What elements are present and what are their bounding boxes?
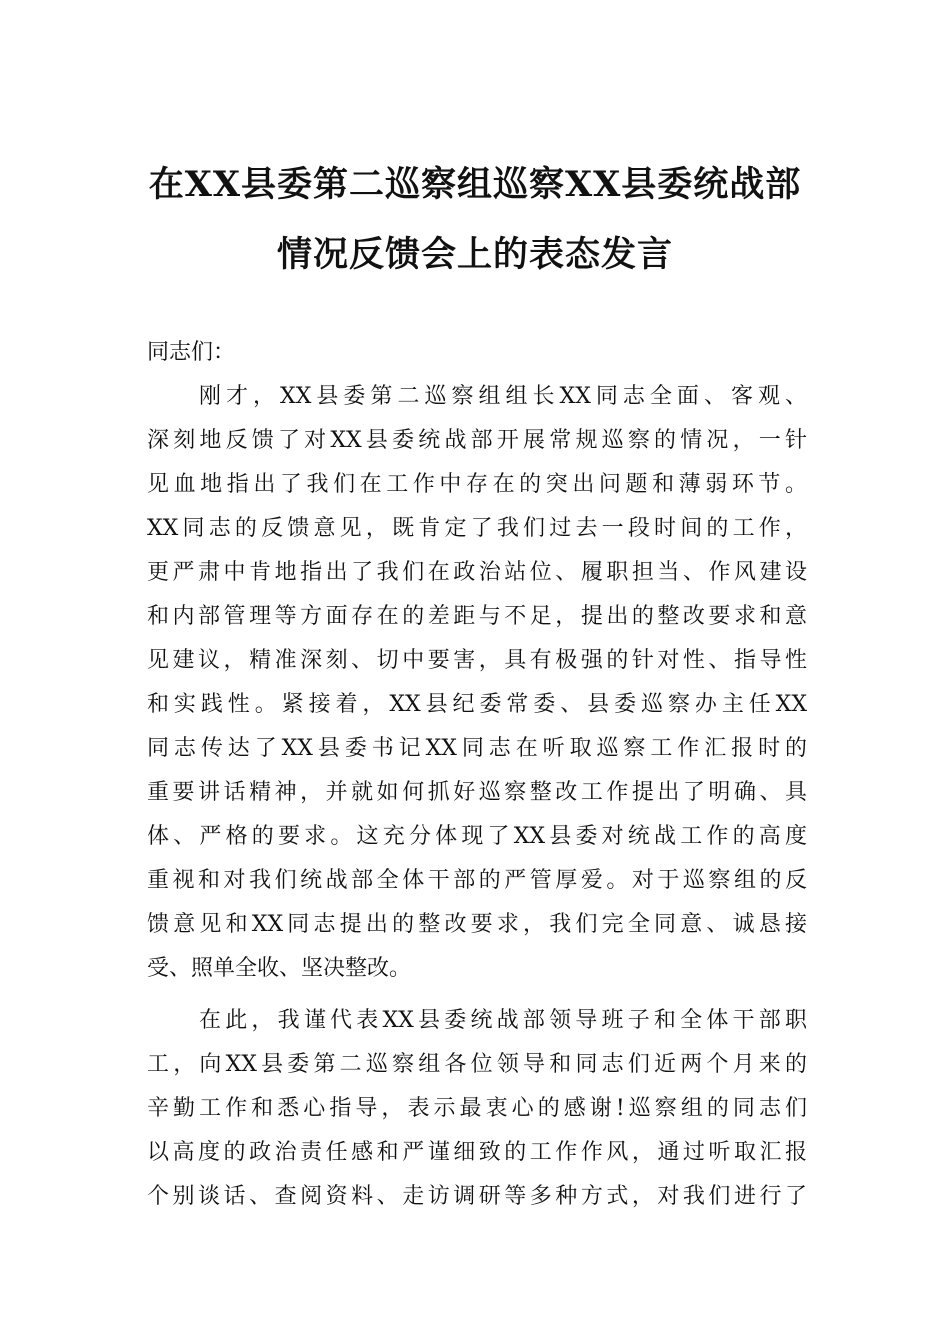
paragraph-line: 以高度的政治责任感和严谨细致的工作作风，通过听取汇报 [147, 1140, 807, 1165]
paragraph-line: 深刻地反馈了对XX县委统战部开展常规巡察的情况，一针 [147, 428, 807, 453]
paragraph-line: 见血地指出了我们在工作中存在的突出问题和薄弱环节。 [147, 472, 807, 497]
paragraph-line: 个别谈话、查阅资料、走访调研等多种方式，对我们进行了 [147, 1184, 807, 1209]
paragraph-line: 受、照单全收、坚决整改。 [147, 956, 412, 981]
paragraph-line: 和内部管理等方面存在的差距与不足，提出的整改要求和意 [147, 604, 807, 629]
document-title-line-1: 在XX县委第二巡察组巡察XX县委统战部 [148, 164, 802, 205]
paragraph-line: 重视和对我们统战部全体干部的严管厚爱。对于巡察组的反 [147, 868, 807, 893]
paragraph-line: 工，向XX县委第二巡察组各位领导和同志们近两个月来的 [147, 1052, 807, 1077]
paragraph-line: 更严肃中肯地指出了我们在政治站位、履职担当、作风建设 [147, 560, 807, 585]
paragraph-line: 同志传达了XX县委书记XX同志在听取巡察工作汇报时的 [147, 736, 807, 761]
paragraph-line: XX同志的反馈意见，既肯定了我们过去一段时间的工作， [147, 516, 807, 541]
paragraph [147, 1004, 807, 1224]
paragraph [147, 380, 807, 996]
paragraph-line: 体、严格的要求。这充分体现了XX县委对统战工作的高度 [147, 824, 807, 849]
salutation: 同志们： [147, 340, 236, 365]
paragraph-line: 见建议，精准深刻、切中要害，具有极强的针对性、指导性 [147, 648, 807, 673]
paragraph-line: 馈意见和XX同志提出的整改要求，我们完全同意、诚恳接 [147, 912, 807, 937]
paragraph-line: 刚才，XX县委第二巡察组组长XX同志全面、客观、 [199, 384, 807, 409]
paragraph-line: 和实践性。紧接着，XX县纪委常委、县委巡察办主任XX [147, 692, 807, 717]
paragraph-line: 在此，我谨代表XX县委统战部领导班子和全体干部职 [199, 1008, 807, 1033]
document-title-line-2: 情况反馈会上的表态发言 [276, 234, 673, 275]
paragraph-line: 重要讲话精神，并就如何抓好巡察整改工作提出了明确、具 [147, 780, 807, 805]
document-body [147, 336, 807, 1224]
paragraph-line: 辛勤工作和悉心指导，表示最衷心的感谢!巡察组的同志们 [147, 1096, 807, 1121]
